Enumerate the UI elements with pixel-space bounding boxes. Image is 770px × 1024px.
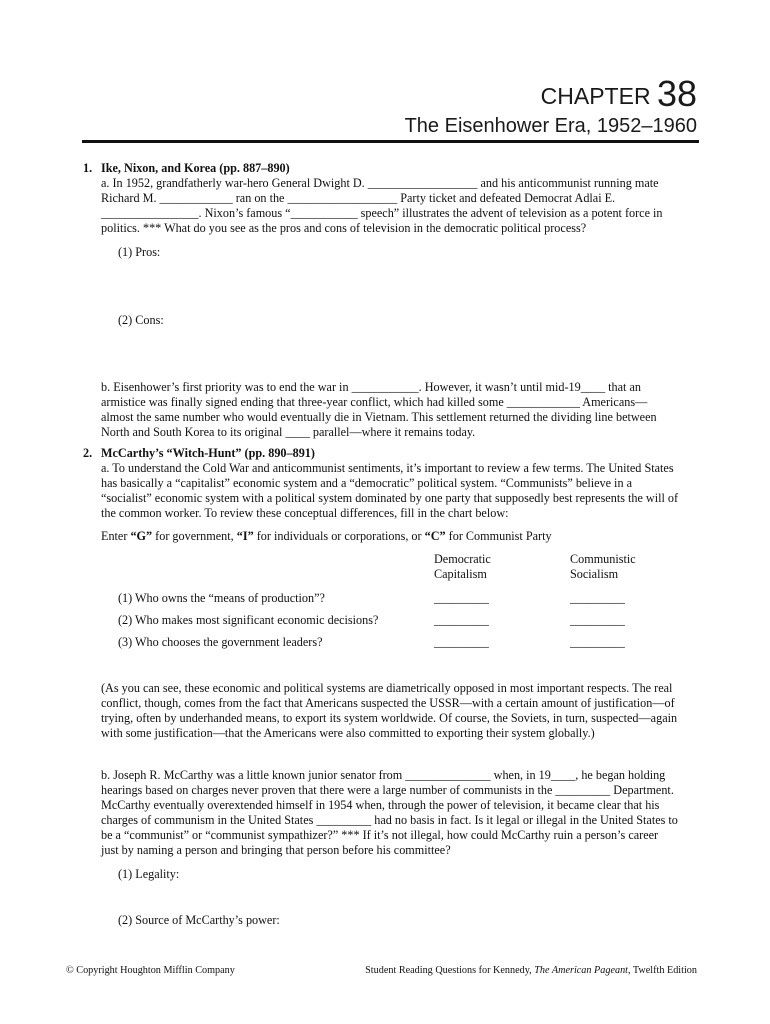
chapter-label xyxy=(540,73,697,114)
section2-b-line-3: McCarthy eventually overextended himself in 1954 when, through the power of television, it became clear that his xyxy=(101,798,660,812)
chart-blank-3a: _________ xyxy=(434,635,489,649)
chart-blank-1a: _________ xyxy=(434,591,489,605)
footer-copyright: © Copyright Houghton Mifflin Company xyxy=(66,965,235,976)
cons-label: (2) Cons: xyxy=(118,313,164,327)
section2-b-line-2: hearings based on charges never proven that there were a large number of communists in the _________ Department. xyxy=(101,783,674,797)
section2-heading: McCarthy’s “Witch-Hunt” (pp. 890–891) xyxy=(101,446,315,460)
chapter-number: 38 xyxy=(656,73,697,114)
section1-b-line-1: b. Eisenhower’s first priority was to end the war in ___________. However, it wasn’t until mid-19____ that an xyxy=(101,380,641,394)
section2-a-line-2: has basically a “capitalist” economic system and a “democratic” political system. “Communists” believe in a xyxy=(101,476,632,490)
section1-number: 1. xyxy=(83,161,93,175)
pros-label: (1) Pros: xyxy=(118,245,161,259)
legality-label: (1) Legality: xyxy=(118,867,180,881)
c-code: “C” xyxy=(424,529,446,543)
section2-a-line-1: a. To understand the Cold War and anticommunist sentiments, it’s important to review a few terms. The United States xyxy=(101,461,674,475)
chart-row-1: (1) Who owns the “means of production”? xyxy=(118,591,325,605)
section1-heading: Ike, Nixon, and Korea (pp. 887–890) xyxy=(101,161,290,175)
section1-a-line-4: politics. *** What do you see as the pros and cons of television in the democratic political process? xyxy=(101,221,587,235)
chart-blank-3b: _________ xyxy=(570,635,625,649)
chart-col-capitalism: Democratic Capitalism xyxy=(434,552,491,582)
header-rule xyxy=(82,140,699,143)
chart-blank-2a: _________ xyxy=(434,613,489,627)
chart-blank-1b: _________ xyxy=(570,591,625,605)
i-code: “I” xyxy=(236,529,254,543)
note-line-1: (As you can see, these economic and political systems are diametrically opposed in most important respects. The real xyxy=(101,681,673,695)
chapter-title: The Eisenhower Era, 1952–1960 xyxy=(404,115,697,137)
section1-b-line-3: almost the same number who would eventually die in Vietnam. This settlement returned the dividing line between xyxy=(101,410,657,424)
chart-instruction: Enter “G” for government, “I” for individuals or corporations, or “C” for Communist Party xyxy=(101,529,552,543)
section1-a-line-1: a. In 1952, grandfatherly war-hero General Dwight D. __________________ and his anticommunist running mate xyxy=(101,176,659,190)
section2-b-line-5: be a “communist” or “communist sympathizer?” *** If it’s not illegal, how could McCarthy ruin a person’s career xyxy=(101,828,659,842)
section2-number: 2. xyxy=(83,446,93,460)
section1-b-line-4: North and South Korea to its original ____ parallel—where it remains today. xyxy=(101,425,476,439)
note-line-4: with some justification—that the Americans were also committed to exporting their system globally.) xyxy=(101,726,595,740)
source-label: (2) Source of McCarthy’s power: xyxy=(118,913,280,927)
chart-blank-2b: _________ xyxy=(570,613,625,627)
section2-b-line-6: just by naming a person and bringing that person before his committee? xyxy=(101,843,451,857)
footer-citation: Student Reading Questions for Kennedy, The American Pageant, Twelfth Edition xyxy=(365,965,697,976)
section2-a-line-4: the common worker. To review these conceptual differences, fill in the chart below: xyxy=(101,506,509,520)
section1-b-line-2: armistice was finally signed ending that three-year conflict, which had killed some ____________ Americans— xyxy=(101,395,648,409)
book-title: The American Pageant xyxy=(534,965,628,976)
section2-a-line-3: “socialist” economic system with a political system dominated by one party that supposedly best represents the will of xyxy=(101,491,679,505)
g-code: “G” xyxy=(130,529,153,543)
note-line-2: conflict, though, comes from the fact that Americans suspected the USSR—with a certain amount of justification—of xyxy=(101,696,675,710)
section1-a-line-3: ________________. Nixon’s famous “___________ speech” illustrates the advent of television as a potent force in xyxy=(101,206,663,220)
chart-col-socialism: Communistic Socialism xyxy=(570,552,636,582)
section2-b-line-1: b. Joseph R. McCarthy was a little known junior senator from ______________ when, in 19____, he began holding xyxy=(101,768,666,782)
chart-row-2: (2) Who makes most significant economic decisions? xyxy=(118,613,379,627)
section2-b-line-4: charges of communism in the United States _________ had no basis in fact. Is it legal or illegal in the United States to xyxy=(101,813,678,827)
chart-row-3: (3) Who chooses the government leaders? xyxy=(118,635,323,649)
note-line-3: trying, often by underhanded means, to export its system worldwide. Of course, the Soviets, in turn, suspected—again xyxy=(101,711,678,725)
section1-a-line-2: Richard M. ____________ ran on the __________________ Party ticket and defeated Democrat Adlai E. xyxy=(101,191,616,205)
chapter-word: CHAPTER xyxy=(540,83,651,109)
